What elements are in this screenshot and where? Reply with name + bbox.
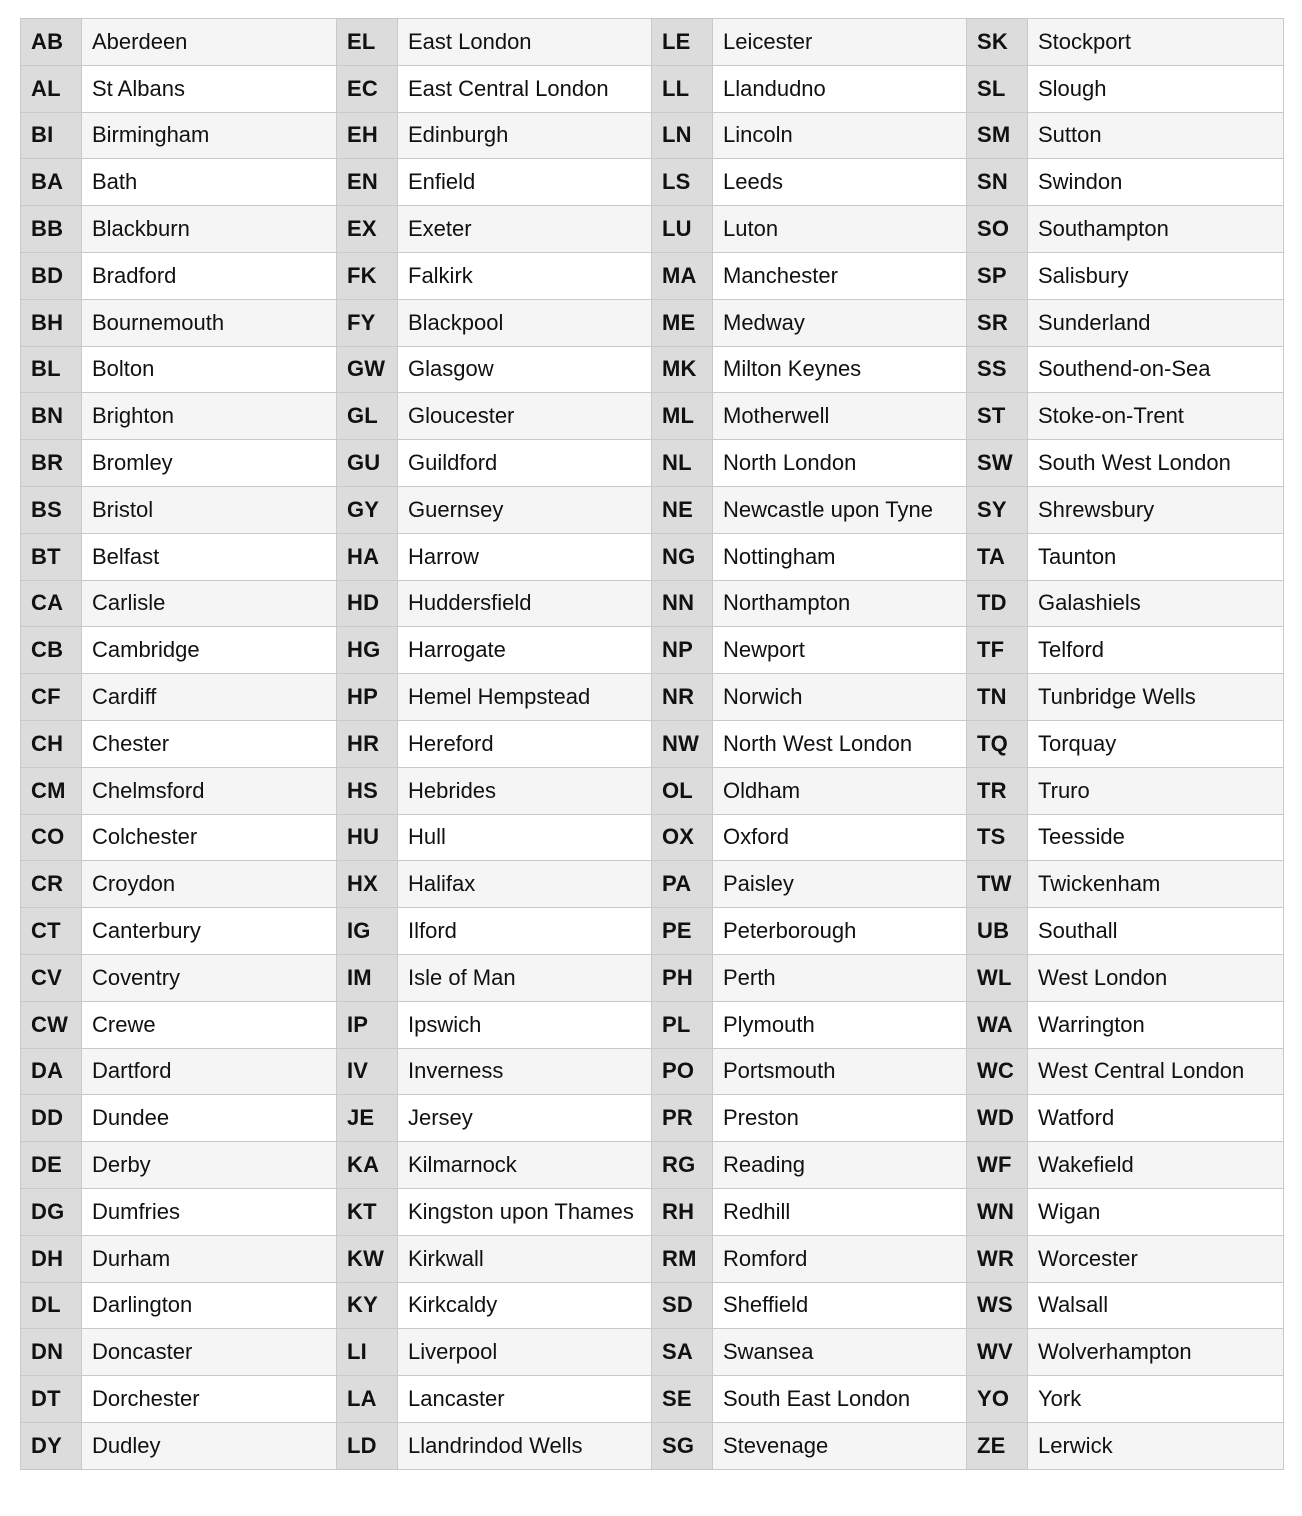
postcode-area-town: Swindon	[1028, 159, 1284, 206]
postcode-area-town: Lerwick	[1028, 1422, 1284, 1469]
postcode-area-code: DH	[21, 1235, 82, 1282]
table-row	[21, 1048, 1284, 1095]
postcode-area-code: SS	[967, 346, 1028, 393]
table-row	[21, 112, 1284, 159]
postcode-area-town: East Central London	[398, 65, 652, 112]
postcode-area-code: DT	[21, 1376, 82, 1423]
postcode-area-code: CM	[21, 767, 82, 814]
postcode-area-code: CA	[21, 580, 82, 627]
postcode-area-town: Llandrindod Wells	[398, 1422, 652, 1469]
postcode-area-town: Taunton	[1028, 533, 1284, 580]
postcode-area-town: Stevenage	[713, 1422, 967, 1469]
postcode-area-town: Dartford	[82, 1048, 337, 1095]
postcode-area-code: HD	[337, 580, 398, 627]
postcode-area-town: Darlington	[82, 1282, 337, 1329]
postcode-area-town: Chelmsford	[82, 767, 337, 814]
postcode-area-town: South East London	[713, 1376, 967, 1423]
postcode-area-code: UB	[967, 908, 1028, 955]
postcode-area-code: SA	[652, 1329, 713, 1376]
postcode-area-code: NE	[652, 486, 713, 533]
postcode-area-code: IV	[337, 1048, 398, 1095]
postcode-area-town: Halifax	[398, 861, 652, 908]
postcode-area-code: OX	[652, 814, 713, 861]
postcode-area-code: BB	[21, 206, 82, 253]
postcode-area-town: Canterbury	[82, 908, 337, 955]
postcode-area-code: BL	[21, 346, 82, 393]
postcode-area-code: GU	[337, 440, 398, 487]
postcode-area-code: WR	[967, 1235, 1028, 1282]
postcode-area-code: SN	[967, 159, 1028, 206]
postcode-area-town: Stoke-on-Trent	[1028, 393, 1284, 440]
postcode-area-town: Isle of Man	[398, 954, 652, 1001]
table-row	[21, 1188, 1284, 1235]
postcode-area-code: SG	[652, 1422, 713, 1469]
postcode-area-town: Sutton	[1028, 112, 1284, 159]
postcode-area-code: SW	[967, 440, 1028, 487]
postcode-area-town: Huddersfield	[398, 580, 652, 627]
postcode-area-town: Dumfries	[82, 1188, 337, 1235]
postcode-area-code: NP	[652, 627, 713, 674]
postcode-area-town: Norwich	[713, 674, 967, 721]
postcode-area-town: York	[1028, 1376, 1284, 1423]
postcode-area-town: Durham	[82, 1235, 337, 1282]
postcode-area-town: Manchester	[713, 252, 967, 299]
postcode-area-town: Torquay	[1028, 720, 1284, 767]
postcode-area-town: Wigan	[1028, 1188, 1284, 1235]
postcode-area-town: Newcastle upon Tyne	[713, 486, 967, 533]
postcode-area-town: Nottingham	[713, 533, 967, 580]
postcode-area-code: ST	[967, 393, 1028, 440]
table-row	[21, 393, 1284, 440]
postcode-area-code: GL	[337, 393, 398, 440]
postcode-area-code: SO	[967, 206, 1028, 253]
postcode-area-town: Dorchester	[82, 1376, 337, 1423]
postcode-area-code: CH	[21, 720, 82, 767]
postcode-area-town: Paisley	[713, 861, 967, 908]
postcode-area-town: Shrewsbury	[1028, 486, 1284, 533]
postcode-area-town: Bradford	[82, 252, 337, 299]
postcode-area-code: PO	[652, 1048, 713, 1095]
postcode-area-code: NW	[652, 720, 713, 767]
table-row	[21, 486, 1284, 533]
postcode-area-code: GY	[337, 486, 398, 533]
postcode-area-town: Bristol	[82, 486, 337, 533]
postcode-area-town: Galashiels	[1028, 580, 1284, 627]
postcode-area-town: Dundee	[82, 1095, 337, 1142]
postcode-area-town: West Central London	[1028, 1048, 1284, 1095]
postcode-area-code: BD	[21, 252, 82, 299]
postcode-area-town: Hebrides	[398, 767, 652, 814]
postcode-area-code: DE	[21, 1142, 82, 1189]
table-row	[21, 580, 1284, 627]
postcode-area-town: Dudley	[82, 1422, 337, 1469]
postcode-area-code: HG	[337, 627, 398, 674]
postcode-area-code: SR	[967, 299, 1028, 346]
postcode-area-code: SM	[967, 112, 1028, 159]
postcode-area-town: Guildford	[398, 440, 652, 487]
postcode-area-code: HA	[337, 533, 398, 580]
postcode-area-town: West London	[1028, 954, 1284, 1001]
postcode-area-code: PE	[652, 908, 713, 955]
postcode-area-code: IP	[337, 1001, 398, 1048]
postcode-area-town: Kirkwall	[398, 1235, 652, 1282]
postcode-area-town: Belfast	[82, 533, 337, 580]
postcode-area-code: RH	[652, 1188, 713, 1235]
postcode-area-town: Hereford	[398, 720, 652, 767]
postcode-area-code: EN	[337, 159, 398, 206]
postcode-area-town: Falkirk	[398, 252, 652, 299]
postcode-area-town: Bolton	[82, 346, 337, 393]
postcode-area-code: WN	[967, 1188, 1028, 1235]
table-row	[21, 1001, 1284, 1048]
postcode-area-code: HU	[337, 814, 398, 861]
postcode-area-town: Cardiff	[82, 674, 337, 721]
postcode-area-town: Peterborough	[713, 908, 967, 955]
postcode-area-town: Ilford	[398, 908, 652, 955]
postcode-area-town: Birmingham	[82, 112, 337, 159]
postcode-area-code: BN	[21, 393, 82, 440]
table-row	[21, 861, 1284, 908]
postcode-area-town: Teesside	[1028, 814, 1284, 861]
postcode-area-town: Coventry	[82, 954, 337, 1001]
postcode-area-town: Wolverhampton	[1028, 1329, 1284, 1376]
postcode-area-town: Preston	[713, 1095, 967, 1142]
postcode-area-code: YO	[967, 1376, 1028, 1423]
postcode-area-town: Sheffield	[713, 1282, 967, 1329]
postcode-area-code: KY	[337, 1282, 398, 1329]
postcode-area-code: BS	[21, 486, 82, 533]
postcode-area-code: HR	[337, 720, 398, 767]
postcode-area-code: AL	[21, 65, 82, 112]
postcode-area-town: Ipswich	[398, 1001, 652, 1048]
postcode-area-code: IM	[337, 954, 398, 1001]
postcode-area-town: North London	[713, 440, 967, 487]
postcode-area-town: Twickenham	[1028, 861, 1284, 908]
postcode-area-town: Liverpool	[398, 1329, 652, 1376]
table-row	[21, 65, 1284, 112]
postcode-area-town: Blackpool	[398, 299, 652, 346]
postcode-area-code: WC	[967, 1048, 1028, 1095]
postcode-area-code: NL	[652, 440, 713, 487]
postcode-area-town: Wakefield	[1028, 1142, 1284, 1189]
postcode-area-town: Leicester	[713, 19, 967, 66]
postcode-area-town: Hull	[398, 814, 652, 861]
postcode-area-code: SD	[652, 1282, 713, 1329]
table-row	[21, 627, 1284, 674]
postcode-area-town: Watford	[1028, 1095, 1284, 1142]
postcode-area-code: NR	[652, 674, 713, 721]
postcode-area-code: TW	[967, 861, 1028, 908]
postcode-area-code: ZE	[967, 1422, 1028, 1469]
postcode-area-code: AB	[21, 19, 82, 66]
postcode-area-town: Llandudno	[713, 65, 967, 112]
postcode-area-code: PL	[652, 1001, 713, 1048]
table-row	[21, 252, 1284, 299]
table-row	[21, 1142, 1284, 1189]
postcode-area-town: Lancaster	[398, 1376, 652, 1423]
postcode-area-code: SE	[652, 1376, 713, 1423]
postcode-area-town: Southall	[1028, 908, 1284, 955]
postcode-area-town: Southampton	[1028, 206, 1284, 253]
table-row	[21, 814, 1284, 861]
postcode-area-town: Truro	[1028, 767, 1284, 814]
postcode-area-town: St Albans	[82, 65, 337, 112]
postcode-area-code: FY	[337, 299, 398, 346]
postcode-area-code: EC	[337, 65, 398, 112]
postcode-area-town: Kingston upon Thames	[398, 1188, 652, 1235]
postcode-area-code: FK	[337, 252, 398, 299]
table-row	[21, 346, 1284, 393]
postcode-area-code: CW	[21, 1001, 82, 1048]
table-row	[21, 720, 1284, 767]
postcode-area-code: LN	[652, 112, 713, 159]
postcode-area-town: Portsmouth	[713, 1048, 967, 1095]
postcode-area-code: GW	[337, 346, 398, 393]
postcode-area-code: WD	[967, 1095, 1028, 1142]
postcode-area-code: WF	[967, 1142, 1028, 1189]
postcode-area-town: Glasgow	[398, 346, 652, 393]
postcode-area-code: ML	[652, 393, 713, 440]
postcode-area-town: Sunderland	[1028, 299, 1284, 346]
postcode-area-town: Crewe	[82, 1001, 337, 1048]
postcode-area-town: Harrow	[398, 533, 652, 580]
postcode-area-code: DY	[21, 1422, 82, 1469]
postcode-area-code: TR	[967, 767, 1028, 814]
postcode-area-code: RM	[652, 1235, 713, 1282]
postcode-area-town: Lincoln	[713, 112, 967, 159]
postcode-area-town: Blackburn	[82, 206, 337, 253]
postcode-area-code: WA	[967, 1001, 1028, 1048]
table-row	[21, 1376, 1284, 1423]
postcode-area-code: HS	[337, 767, 398, 814]
postcode-area-code: LU	[652, 206, 713, 253]
postcode-area-code: BH	[21, 299, 82, 346]
postcode-area-town: Edinburgh	[398, 112, 652, 159]
postcode-area-code: CO	[21, 814, 82, 861]
postcode-area-code: TD	[967, 580, 1028, 627]
postcode-area-code: BR	[21, 440, 82, 487]
postcode-area-code: BI	[21, 112, 82, 159]
postcode-area-code: RG	[652, 1142, 713, 1189]
postcode-area-code: TN	[967, 674, 1028, 721]
postcode-area-town: Brighton	[82, 393, 337, 440]
postcode-area-code: BT	[21, 533, 82, 580]
table-row	[21, 908, 1284, 955]
postcode-area-code: TQ	[967, 720, 1028, 767]
postcode-area-town: Harrogate	[398, 627, 652, 674]
postcode-area-town: Leeds	[713, 159, 967, 206]
postcode-area-town: Bath	[82, 159, 337, 206]
postcode-area-code: JE	[337, 1095, 398, 1142]
postcode-area-town: Stockport	[1028, 19, 1284, 66]
postcode-area-town: Cambridge	[82, 627, 337, 674]
postcode-area-code: WL	[967, 954, 1028, 1001]
postcode-area-town: Hemel Hempstead	[398, 674, 652, 721]
table-row	[21, 1329, 1284, 1376]
table-row	[21, 767, 1284, 814]
postcode-area-code: LS	[652, 159, 713, 206]
postcode-area-code: PH	[652, 954, 713, 1001]
postcode-area-town: Worcester	[1028, 1235, 1284, 1282]
postcode-area-code: NG	[652, 533, 713, 580]
table-row	[21, 954, 1284, 1001]
postcode-area-code: SY	[967, 486, 1028, 533]
postcode-area-code: CB	[21, 627, 82, 674]
postcode-area-code: CR	[21, 861, 82, 908]
postcode-area-code: OL	[652, 767, 713, 814]
postcode-area-code: BA	[21, 159, 82, 206]
postcode-area-town: Chester	[82, 720, 337, 767]
postcode-area-code: WV	[967, 1329, 1028, 1376]
postcode-area-town: Redhill	[713, 1188, 967, 1235]
postcode-area-code: MK	[652, 346, 713, 393]
postcode-area-code: CF	[21, 674, 82, 721]
postcode-area-town: Croydon	[82, 861, 337, 908]
postcode-area-town: Romford	[713, 1235, 967, 1282]
postcode-area-code: LE	[652, 19, 713, 66]
postcode-area-town: Gloucester	[398, 393, 652, 440]
postcode-area-town: North West London	[713, 720, 967, 767]
postcode-area-town: Plymouth	[713, 1001, 967, 1048]
postcode-area-town: Aberdeen	[82, 19, 337, 66]
postcode-area-town: Slough	[1028, 65, 1284, 112]
postcode-area-town: Oxford	[713, 814, 967, 861]
postcode-area-town: Warrington	[1028, 1001, 1284, 1048]
postcode-area-town: Salisbury	[1028, 252, 1284, 299]
table-row	[21, 19, 1284, 66]
postcode-area-town: Luton	[713, 206, 967, 253]
postcode-area-code: SP	[967, 252, 1028, 299]
postcode-area-town: Exeter	[398, 206, 652, 253]
postcode-area-code: HX	[337, 861, 398, 908]
table-body	[21, 19, 1284, 1470]
postcode-area-code: ME	[652, 299, 713, 346]
postcode-area-code: TF	[967, 627, 1028, 674]
table-row	[21, 1282, 1284, 1329]
postcode-area-town: Tunbridge Wells	[1028, 674, 1284, 721]
postcode-area-town: Newport	[713, 627, 967, 674]
table-row	[21, 533, 1284, 580]
postcode-area-code: LI	[337, 1329, 398, 1376]
postcode-area-code: WS	[967, 1282, 1028, 1329]
postcode-area-code: TS	[967, 814, 1028, 861]
postcode-area-code: TA	[967, 533, 1028, 580]
postcode-area-code: PA	[652, 861, 713, 908]
table-row	[21, 674, 1284, 721]
postcode-area-town: Southend-on-Sea	[1028, 346, 1284, 393]
postcode-area-town: Colchester	[82, 814, 337, 861]
postcode-area-code: DL	[21, 1282, 82, 1329]
postcode-area-town: East London	[398, 19, 652, 66]
table-row	[21, 206, 1284, 253]
postcode-area-town: Telford	[1028, 627, 1284, 674]
postcode-area-town: Medway	[713, 299, 967, 346]
postcode-area-code: DD	[21, 1095, 82, 1142]
postcode-area-town: South West London	[1028, 440, 1284, 487]
postcode-area-table	[20, 18, 1284, 1470]
postcode-area-code: PR	[652, 1095, 713, 1142]
postcode-area-town: Inverness	[398, 1048, 652, 1095]
postcode-area-code: MA	[652, 252, 713, 299]
postcode-area-town: Bournemouth	[82, 299, 337, 346]
postcode-area-code: DN	[21, 1329, 82, 1376]
postcode-area-code: EH	[337, 112, 398, 159]
table-row	[21, 1235, 1284, 1282]
postcode-area-town: Doncaster	[82, 1329, 337, 1376]
table-row	[21, 299, 1284, 346]
postcode-area-town: Kirkcaldy	[398, 1282, 652, 1329]
postcode-area-code: IG	[337, 908, 398, 955]
postcode-area-town: Jersey	[398, 1095, 652, 1142]
postcode-area-town: Swansea	[713, 1329, 967, 1376]
table-row	[21, 1422, 1284, 1469]
postcode-area-town: Enfield	[398, 159, 652, 206]
postcode-area-code: LA	[337, 1376, 398, 1423]
postcode-area-code: KW	[337, 1235, 398, 1282]
postcode-area-code: NN	[652, 580, 713, 627]
postcode-area-code: EL	[337, 19, 398, 66]
table-row	[21, 440, 1284, 487]
table-row	[21, 1095, 1284, 1142]
postcode-area-code: DA	[21, 1048, 82, 1095]
postcode-area-code: DG	[21, 1188, 82, 1235]
postcode-area-code: EX	[337, 206, 398, 253]
postcode-area-code: SL	[967, 65, 1028, 112]
postcode-area-town: Northampton	[713, 580, 967, 627]
postcode-area-town: Bromley	[82, 440, 337, 487]
postcode-area-code: KT	[337, 1188, 398, 1235]
postcode-area-code: SK	[967, 19, 1028, 66]
postcode-area-town: Reading	[713, 1142, 967, 1189]
postcode-area-town: Milton Keynes	[713, 346, 967, 393]
postcode-area-code: CV	[21, 954, 82, 1001]
postcode-area-code: HP	[337, 674, 398, 721]
postcode-area-code: KA	[337, 1142, 398, 1189]
postcode-area-town: Guernsey	[398, 486, 652, 533]
postcode-area-town: Motherwell	[713, 393, 967, 440]
postcode-area-code: LD	[337, 1422, 398, 1469]
postcode-area-town: Oldham	[713, 767, 967, 814]
postcode-area-town: Derby	[82, 1142, 337, 1189]
postcode-area-code: LL	[652, 65, 713, 112]
postcode-area-code: CT	[21, 908, 82, 955]
table-row	[21, 159, 1284, 206]
postcode-area-town: Kilmarnock	[398, 1142, 652, 1189]
postcode-area-town: Walsall	[1028, 1282, 1284, 1329]
postcode-area-town: Carlisle	[82, 580, 337, 627]
postcode-area-town: Perth	[713, 954, 967, 1001]
